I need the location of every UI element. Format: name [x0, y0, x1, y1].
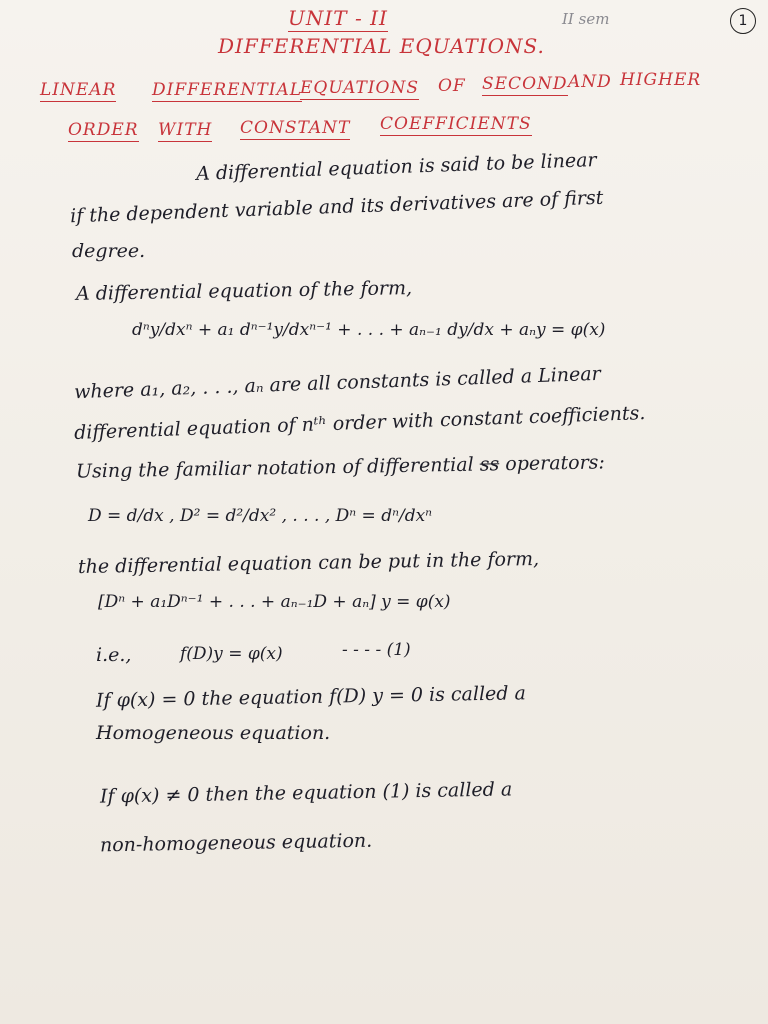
ie-label: i.e., — [96, 644, 132, 666]
put-form-line: the differential equation can be put in the form, — [77, 547, 540, 579]
homogeneous-line: Homogeneous equation. — [96, 722, 331, 744]
definition-line: if the dependent variable and its derivatives are of first — [69, 186, 604, 228]
corner-note: II sem — [562, 10, 610, 28]
nonhomogeneous-line: non-homogeneous equation. — [99, 829, 373, 857]
heading-word: CONSTANT — [240, 118, 351, 138]
operator-definitions: D = d/dx , D² = d²/dx² , . . . , Dⁿ = dⁿ/dxⁿ — [88, 506, 433, 526]
form-intro: A differential equation of the form, — [75, 277, 413, 305]
heading-word: WITH — [158, 120, 213, 140]
heading-word: HIGHER — [620, 70, 702, 90]
definition-line: degree. — [72, 240, 146, 262]
heading-word: COEFFICIENTS — [380, 114, 532, 134]
heading-word: ORDER — [68, 120, 139, 140]
definition-line: A differential equation is said to be linear — [195, 149, 597, 185]
homogeneous-line: If φ(x) = 0 the equation f(D) y = 0 is called a — [95, 682, 527, 712]
equation-reference: - - - - (1) — [342, 640, 411, 660]
notation-line: Using the familiar notation of differential ss operators: — [75, 451, 606, 483]
unit-heading: UNIT - II — [288, 6, 388, 30]
page-title: DIFFERENTIAL EQUATIONS. — [218, 34, 545, 58]
heading-word: DIFFERENTIAL — [152, 80, 303, 100]
nonhomogeneous-line: If φ(x) ≠ 0 then the equation (1) is called a — [99, 778, 513, 808]
heading-word: AND — [568, 72, 612, 92]
operator-equation: [Dⁿ + a₁Dⁿ⁻¹ + . . . + aₙ₋₁D + aₙ] y = φ(x) — [98, 592, 451, 612]
general-equation: dⁿy/dxⁿ + a₁ dⁿ⁻¹y/dxⁿ⁻¹ + . . . + aₙ₋₁ dy/dx + aₙy = φ(x) — [132, 320, 606, 340]
compact-equation: f(D)y = φ(x) — [180, 644, 283, 664]
page-number-badge: 1 — [730, 8, 756, 34]
heading-word: SECOND — [482, 74, 568, 94]
heading-word: EQUATIONS — [300, 78, 420, 98]
where-line: where a₁, a₂, . . ., aₙ are all constants is called a Linear — [73, 362, 602, 404]
heading-word: LINEAR — [40, 80, 117, 100]
heading-word: OF — [438, 76, 466, 96]
where-line: differential equation of nᵗʰ order with constant coefficients. — [73, 402, 646, 444]
